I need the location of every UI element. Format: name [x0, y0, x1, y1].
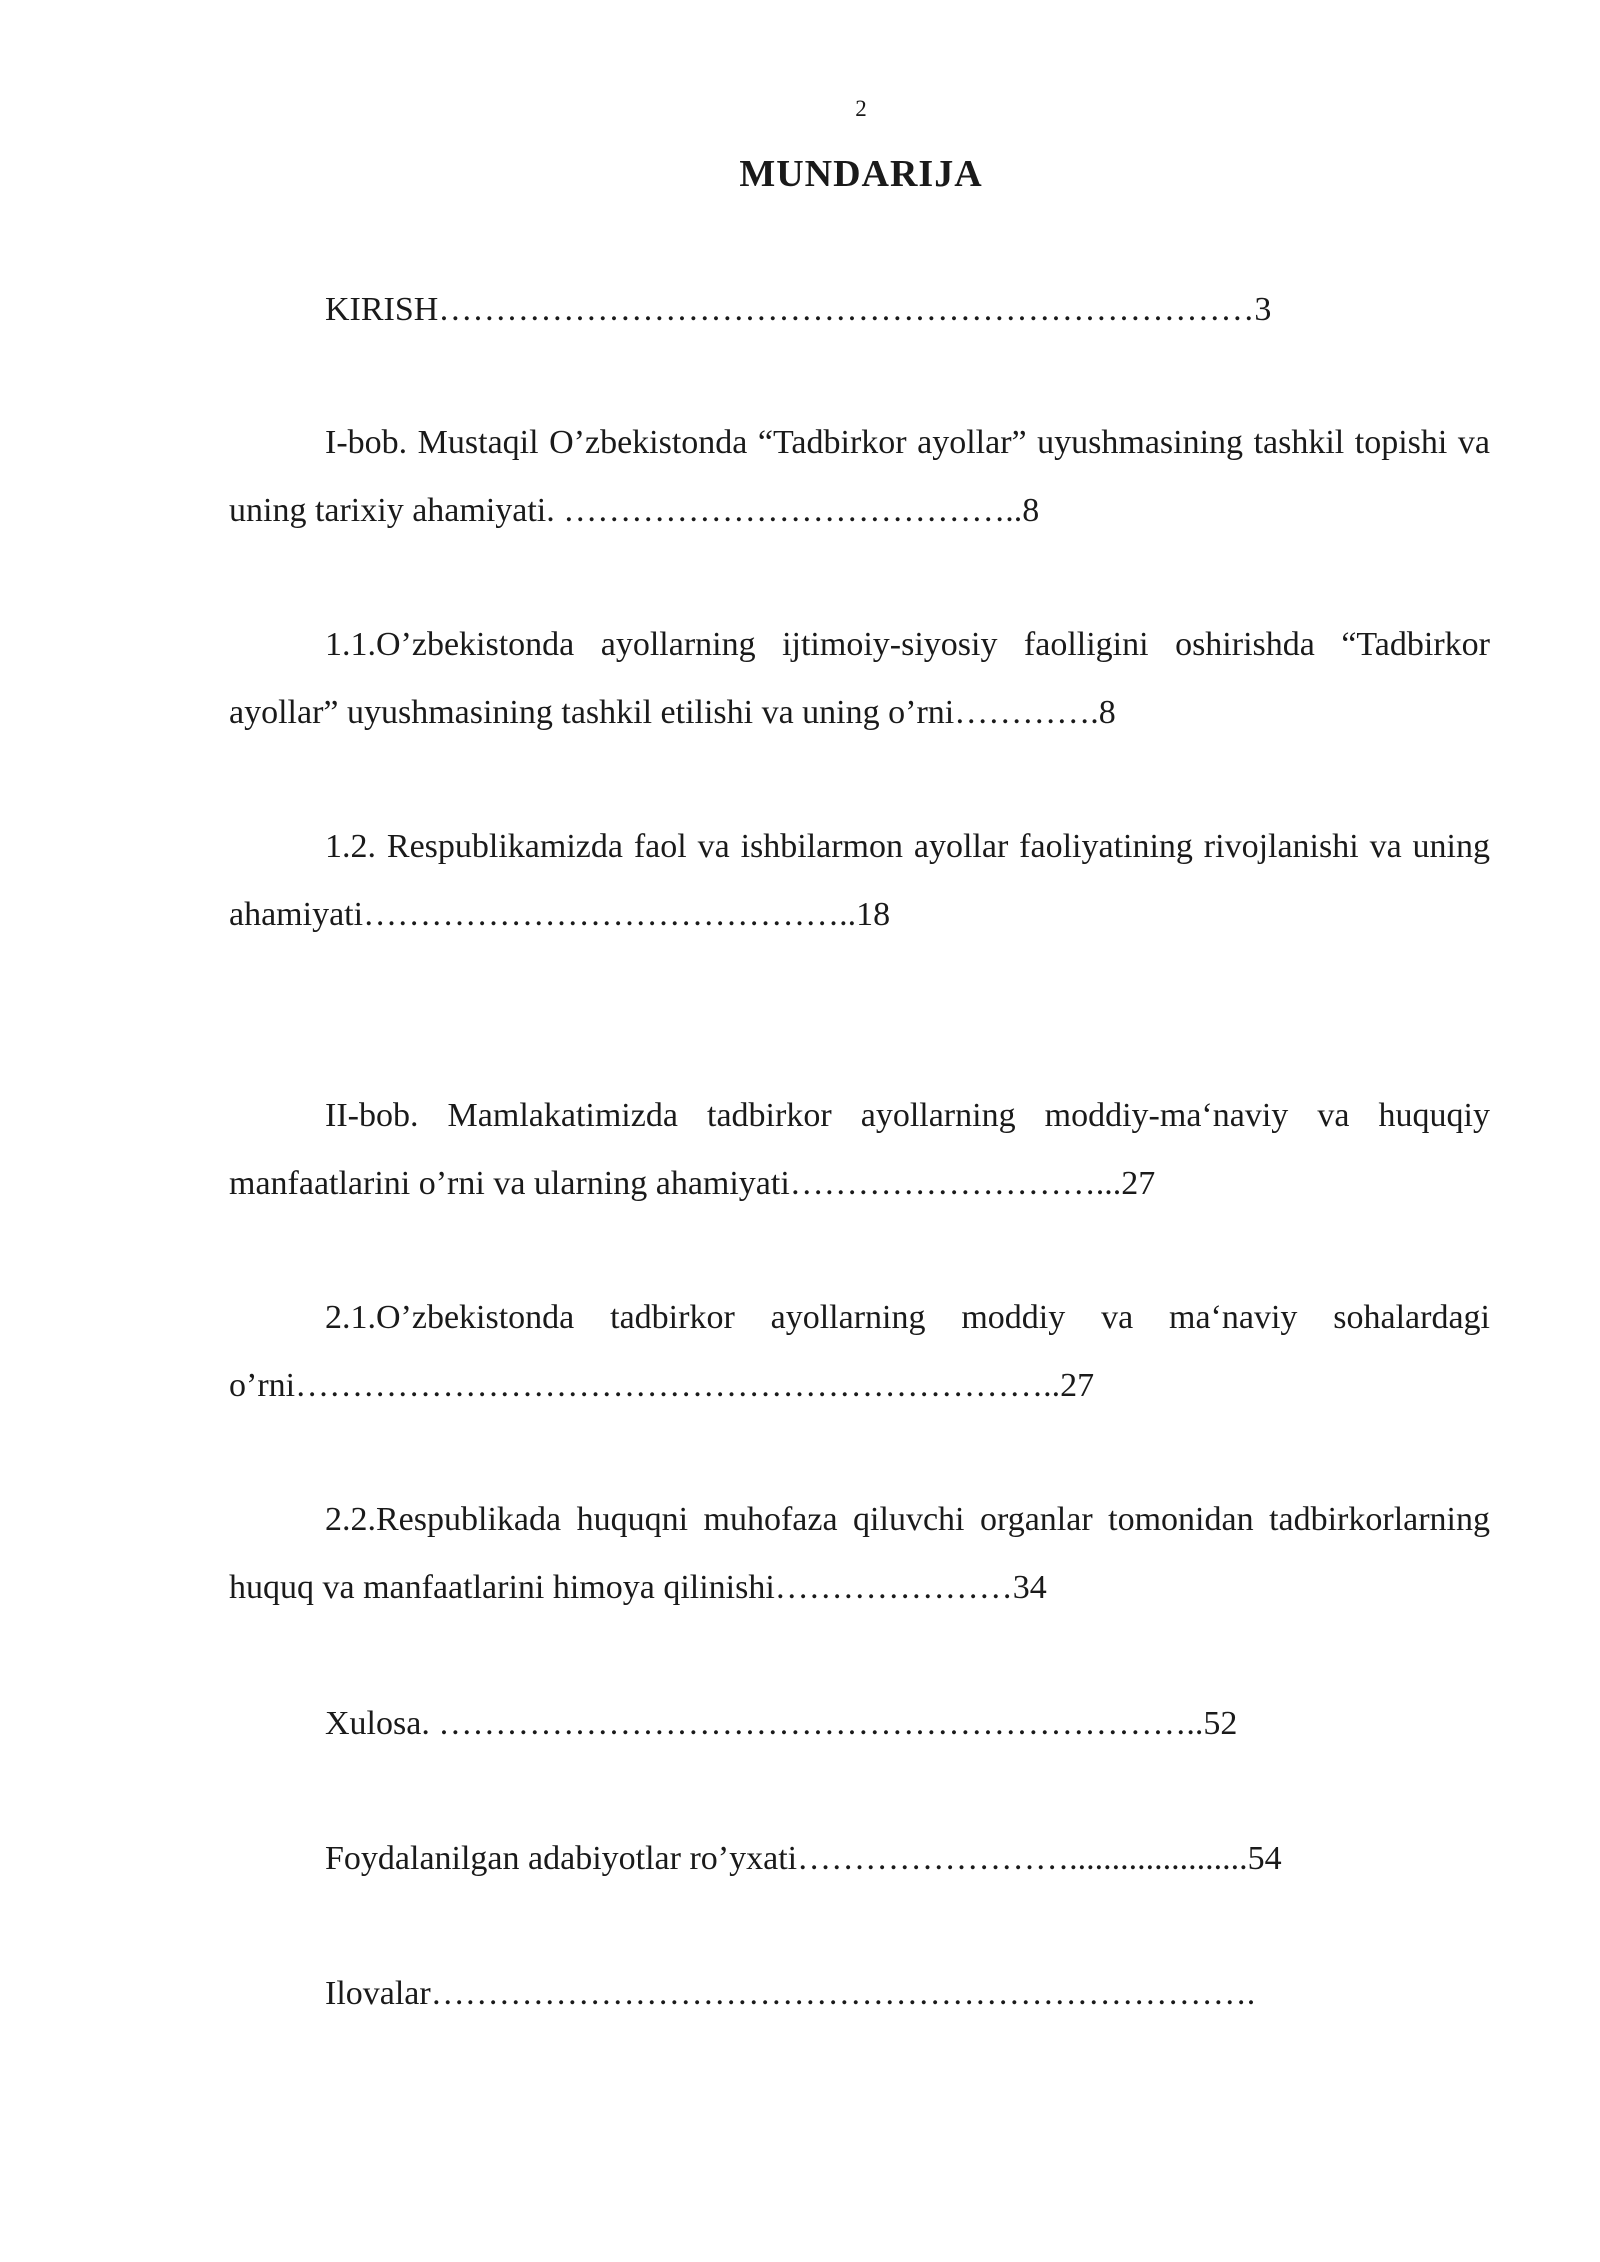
toc-entry-section-1-2	[229, 813, 1490, 949]
toc-entry-text: 2.2.Respublikada huquqni muhofaza qiluvchi organlar tomonidan tadbirkorlarning huquq va manfaatlarini himoya qilinishi	[229, 1501, 1490, 1606]
toc-page-number: 54	[1247, 1840, 1282, 1877]
toc-leader: …………………………………..	[554, 492, 1023, 529]
toc-entry-section-1-1	[229, 611, 1490, 747]
toc-leader: ………….	[954, 694, 1099, 731]
toc-entry-section-2-2	[229, 1486, 1490, 1622]
toc-entry-kirish	[229, 276, 1490, 344]
page-number: 2	[855, 96, 867, 121]
toc-entry-text: 1.2. Respublikamizda faol va ishbilarmon ayollar faoliyatining rivojlanishi va uning ahamiyati	[229, 828, 1490, 933]
toc-leader: ………………………...	[789, 1165, 1122, 1202]
toc-page-number: 3	[1254, 291, 1272, 328]
toc-entry-text: KIRISH	[325, 291, 439, 328]
toc-leader: …………………	[774, 1569, 1013, 1606]
toc-entry-chapter-2	[229, 1082, 1490, 1218]
toc-entry-text: Xulosa.	[325, 1705, 430, 1742]
toc-entry-appendices	[229, 1960, 1490, 2028]
toc-leader: ………………………………………………………………	[438, 291, 1255, 328]
toc-entry-text: 2.1.O’zbekistonda tadbirkor ayollarning moddiy va ma‘naviy sohalardagi o’rni	[229, 1299, 1490, 1404]
toc-leader: …………………….....................	[797, 1840, 1248, 1877]
toc-entry-text: II-bob. Mamlakatimizda tadbirkor ayollarning moddiy-ma‘naviy va huquqiy manfaatlarini o’rni va ularning ahamiyati	[229, 1097, 1490, 1202]
toc-page-number: 8	[1098, 694, 1116, 731]
toc-leader: ……………………………………..	[363, 896, 857, 933]
toc-entry-section-2-1	[229, 1284, 1490, 1420]
toc-page-number: 8	[1022, 492, 1040, 529]
toc-entry-text: Foydalanilgan adabiyotlar ro’yxati	[325, 1840, 798, 1877]
toc-entry-text: I-bob. Mustaqil O’zbekistonda “Tadbirkor ayollar” uyushmasining tashkil topishi va uning tarixiy ahamiyati.	[229, 424, 1490, 529]
toc-entry-xulosa	[229, 1690, 1490, 1758]
toc-page-number: 27	[1060, 1367, 1095, 1404]
toc-leader: ……………………………………………………………….	[430, 1975, 1256, 2012]
toc-page-number: 52	[1203, 1705, 1238, 1742]
toc-page-number: 18	[856, 896, 891, 933]
toc-page-number: 34	[1012, 1569, 1047, 1606]
toc-page-number: 27	[1121, 1165, 1156, 1202]
toc-entry-text: 1.1.O’zbekistonda ayollarning ijtimoiy-siyosiy faolligini oshirishda “Tadbirkor ayollar” uyushmasining tashkil etilishi va uning o’rni	[229, 626, 1490, 731]
page-title: MUNDARIJA	[739, 153, 983, 195]
toc-leader: …………………………………………………………..	[295, 1367, 1061, 1404]
toc-entry-text: Ilovalar	[325, 1975, 431, 2012]
toc-entry-bibliography	[229, 1825, 1490, 1893]
toc-leader: …………………………………………………………..	[429, 1705, 1204, 1742]
toc-entry-chapter-1	[229, 409, 1490, 545]
